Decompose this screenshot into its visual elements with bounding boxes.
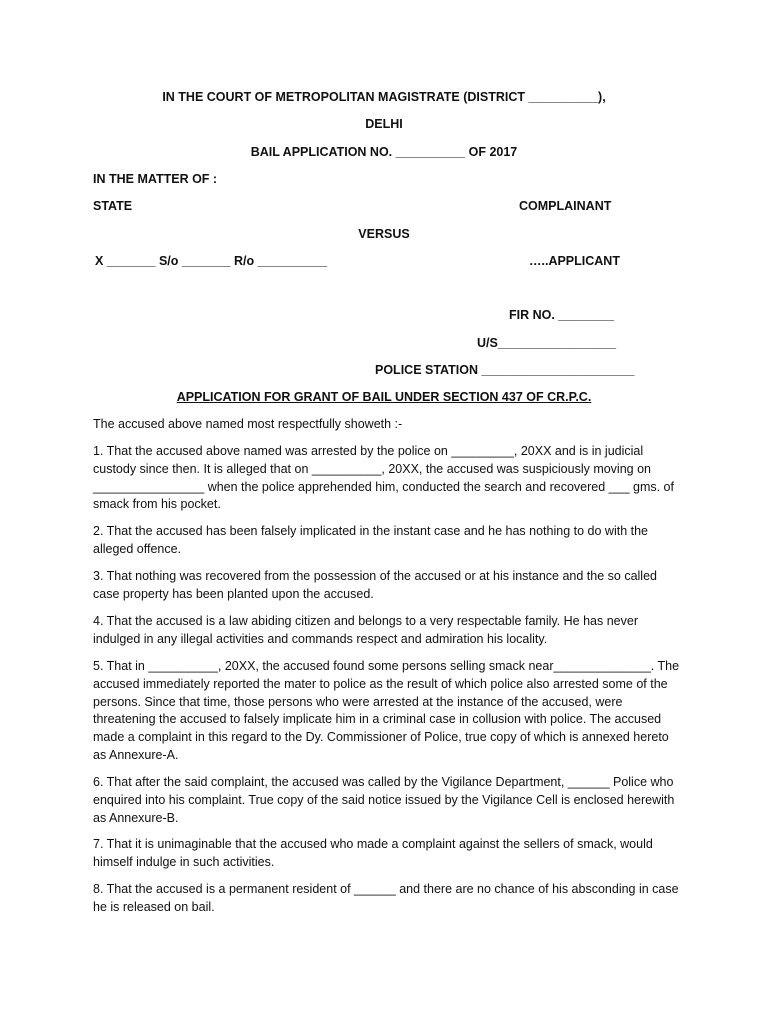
party-applicant: …..APPLICANT (529, 254, 620, 268)
paragraph-7: 7. That it is unimaginable that the accused who made a complaint against the sellers of smack, would himself indulge in such activities. (93, 837, 653, 869)
party-state: STATE (93, 199, 133, 213)
paragraph-1: 1. That the accused above named was arrested by the police on _________, 20XX and is in judicial custody since then. It is alleged that on __________, 20XX, the accused was suspiciously moving on ________________ when the police apprehended him, conducted the search and recovered ___ gms. of smack from his pocket. (93, 444, 674, 512)
bail-application-number: BAIL APPLICATION NO. __________ OF 2017 (250, 145, 518, 159)
court-heading: IN THE COURT OF METROPOLITAN MAGISTRATE (DISTRICT __________), (162, 90, 606, 104)
party-complainant: COMPLAINANT (519, 199, 612, 213)
police-station: POLICE STATION ______________________ (375, 363, 635, 377)
application-title: APPLICATION FOR GRANT OF BAIL UNDER SECTION 437 OF CR.P.C. (176, 390, 592, 404)
intro-text: The accused above named most respectfully showeth :- (93, 417, 403, 431)
paragraph-3: 3. That nothing was recovered from the possession of the accused or at his instance and the so called case property has been planted upon the accused. (93, 569, 657, 601)
matter-label: IN THE MATTER OF : (93, 172, 218, 186)
paragraph-4: 4. That the accused is a law abiding citizen and belongs to a very respectable family. He has never indulged in any illegal activities and commands respect and admiration his locality. (93, 614, 638, 646)
fir-number: FIR NO. ________ (509, 308, 614, 322)
paragraph-8: 8. That the accused is a permanent resident of ______ and there are no chance of his absconding in case he is released on bail. (93, 882, 679, 914)
party-accused: X _______ S/o _______ R/o __________ (95, 254, 328, 268)
paragraph-5: 5. That in __________, 20XX, the accused found some persons selling smack near______________. The accused immediately reported the mater to police as the result of which police also arrested some of the persons. Since that time, those persons who were arrested at the instance of the accused, were threatening the accused to falsely implicate him in a criminal case in collusion with police. The accused made a complaint in this regard to the Dy. Commissioner of Police, true copy of which is annexed hereto as Annexure-A. (93, 659, 680, 762)
city-heading: DELHI (365, 117, 403, 131)
under-section: U/S_________________ (477, 336, 617, 350)
paragraph-6: 6. That after the said complaint, the accused was called by the Vigilance Department, ______ Police who enquired into his complaint. True copy of the said notice issued by the Vigilance Cell is enclosed herewith as Annexure-B. (93, 775, 675, 825)
versus-label: VERSUS (358, 227, 410, 241)
paragraph-2: 2. That the accused has been falsely implicated in the instant case and he has nothing to do with the alleged offence. (93, 524, 648, 556)
